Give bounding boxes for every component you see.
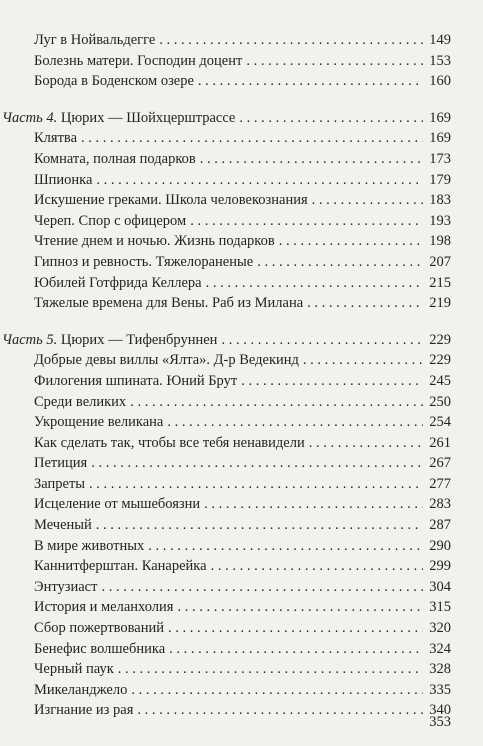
toc-entry-page: 328 bbox=[429, 661, 451, 678]
toc-entry-page: 207 bbox=[429, 253, 451, 270]
toc-leader-dots bbox=[96, 170, 423, 191]
toc-entry-title: Борода в Боденском озере bbox=[34, 73, 194, 90]
toc-leader-dots bbox=[131, 680, 423, 701]
toc-leader-dots bbox=[200, 149, 423, 170]
toc-entry bbox=[0, 515, 483, 536]
toc-entry bbox=[0, 149, 483, 170]
toc-leader-dots bbox=[309, 433, 423, 454]
toc-entry-page: 287 bbox=[429, 517, 451, 534]
toc-entry-page: 290 bbox=[429, 537, 451, 554]
toc-entry-page: 245 bbox=[429, 372, 451, 389]
toc-entry-title: Гипноз и ревность. Тяжелораненые bbox=[34, 253, 254, 270]
toc-entry-page: 254 bbox=[429, 414, 451, 431]
toc-entry bbox=[0, 170, 483, 191]
toc-entry-title: Петиция bbox=[34, 455, 88, 472]
toc-leader-dots bbox=[239, 108, 423, 129]
toc-leader-dots bbox=[168, 618, 423, 639]
toc-part-page: 229 bbox=[429, 331, 451, 348]
toc-entry-title: Микеланджело bbox=[34, 681, 128, 698]
toc-leader-dots bbox=[137, 700, 423, 721]
toc-leader-dots bbox=[169, 639, 423, 660]
toc-leader-dots bbox=[81, 128, 423, 149]
toc-entry-page: 229 bbox=[429, 352, 451, 369]
toc-entry bbox=[0, 597, 483, 618]
toc-entry bbox=[0, 680, 483, 701]
toc-entry-title: Искушение греками. Школа человекознания bbox=[34, 192, 308, 209]
toc-entry bbox=[0, 536, 483, 557]
toc-entry bbox=[0, 412, 483, 433]
toc-entry-title: Комната, полная подарков bbox=[34, 150, 196, 167]
toc-leader-dots bbox=[89, 474, 423, 495]
toc-entry bbox=[0, 659, 483, 680]
toc-entry-page: 179 bbox=[429, 171, 451, 188]
toc-entry-title: Исцеление от мышебоязни bbox=[34, 496, 201, 513]
toc-leader-dots bbox=[118, 659, 423, 680]
toc-part-page: 169 bbox=[429, 109, 451, 126]
toc-leader-dots bbox=[204, 494, 423, 515]
toc-entry-title: Шпионка bbox=[34, 171, 93, 188]
toc-entry-title: Укрощение великана bbox=[34, 414, 164, 431]
toc-entry-page: 250 bbox=[429, 393, 451, 410]
toc-entry-page: 324 bbox=[429, 640, 451, 657]
toc-entry-title: Сбор пожертвований bbox=[34, 620, 165, 637]
toc-leader-dots bbox=[221, 330, 423, 351]
toc-entry bbox=[0, 494, 483, 515]
toc-entry-page: 283 bbox=[429, 496, 451, 513]
toc-entry bbox=[0, 51, 483, 72]
toc-leader-dots bbox=[241, 371, 423, 392]
toc-part-heading bbox=[0, 330, 483, 351]
toc-entry-page: 153 bbox=[429, 52, 451, 69]
toc-part-prefix: Часть 4. bbox=[2, 109, 58, 126]
toc-entry-title: Добрые девы виллы «Ялта». Д-р Ведекинд bbox=[34, 352, 299, 369]
toc-entry-title: Чтение днем и ночью. Жизнь подарков bbox=[34, 233, 275, 250]
toc-entry-page: 169 bbox=[429, 130, 451, 147]
toc-entry bbox=[0, 433, 483, 454]
table-of-contents bbox=[0, 30, 483, 721]
toc-entry bbox=[0, 30, 483, 51]
section-gap bbox=[0, 92, 483, 108]
toc-entry-page: 267 bbox=[429, 455, 451, 472]
toc-entry bbox=[0, 392, 483, 413]
toc-leader-dots bbox=[211, 556, 423, 577]
toc-leader-dots bbox=[246, 51, 423, 72]
toc-leader-dots bbox=[177, 597, 423, 618]
toc-entry bbox=[0, 453, 483, 474]
toc-entry-title: Как сделать так, чтобы все тебя ненавидели bbox=[34, 434, 305, 451]
toc-entry-page: 160 bbox=[429, 73, 451, 90]
toc-entry-title: Бенефис волшебника bbox=[34, 640, 166, 657]
toc-entry bbox=[0, 252, 483, 273]
toc-leader-dots bbox=[167, 412, 423, 433]
toc-part-title-wrap bbox=[2, 330, 221, 351]
toc-leader-dots bbox=[206, 273, 423, 294]
toc-entry bbox=[0, 128, 483, 149]
toc-entry bbox=[0, 700, 483, 721]
page-number: 353 bbox=[429, 714, 451, 730]
toc-leader-dots bbox=[198, 71, 423, 92]
toc-leader-dots bbox=[190, 211, 423, 232]
toc-entry-title: Запреты bbox=[34, 475, 86, 492]
toc-entry-title: Луг в Нойвальдегге bbox=[34, 32, 156, 48]
toc-entry-title: Каннитферштан. Канарейка bbox=[34, 558, 207, 575]
toc-entry bbox=[0, 618, 483, 639]
toc-entry-title: Тяжелые времена для Вены. Раб из Милана bbox=[34, 295, 304, 312]
toc-entry bbox=[0, 190, 483, 211]
toc-entry-page: 261 bbox=[429, 434, 451, 451]
toc-entry-title: Череп. Спор с офицером bbox=[34, 212, 187, 229]
toc-entry bbox=[0, 231, 483, 252]
toc-entry bbox=[0, 71, 483, 92]
toc-part-prefix: Часть 5. bbox=[2, 331, 58, 348]
toc-entry-page: 320 bbox=[429, 620, 451, 637]
toc-entry-page: 335 bbox=[429, 681, 451, 698]
toc-entry-page: 183 bbox=[429, 192, 451, 209]
toc-entry bbox=[0, 639, 483, 660]
toc-entry-title: История и меланхолия bbox=[34, 599, 174, 616]
toc-entry-title: Изгнание из рая bbox=[34, 702, 134, 719]
toc-leader-dots bbox=[257, 252, 423, 273]
toc-entry bbox=[0, 273, 483, 294]
toc-entry-title: Черный паук bbox=[34, 661, 114, 678]
section-gap bbox=[0, 314, 483, 330]
toc-entry bbox=[0, 293, 483, 314]
toc-entry-page: 173 bbox=[429, 150, 451, 167]
toc-entry-page: 219 bbox=[429, 295, 451, 312]
toc-entry-title: Филогения шпината. Юний Брут bbox=[34, 372, 238, 389]
toc-entry-page: 193 bbox=[429, 212, 451, 229]
toc-part-title: Цюрих — Шойхцерштрассе bbox=[60, 109, 236, 126]
toc-leader-dots bbox=[148, 536, 423, 557]
toc-entry bbox=[0, 577, 483, 598]
toc-leader-dots bbox=[96, 515, 423, 536]
toc-entry-title: Среди великих bbox=[34, 393, 127, 410]
toc-entry-title: Болезнь матери. Господин доцент bbox=[34, 52, 243, 69]
toc-entry bbox=[0, 474, 483, 495]
toc-entry-title: Клятва bbox=[34, 130, 78, 147]
toc-leader-dots bbox=[159, 30, 423, 51]
toc-entry bbox=[0, 371, 483, 392]
toc-part-title-wrap bbox=[2, 108, 239, 129]
toc-leader-dots bbox=[130, 392, 423, 413]
toc-entry-title: Энтузиаст bbox=[34, 578, 98, 595]
toc-entry-title: В мире животных bbox=[34, 537, 145, 554]
toc-entry-page: 198 bbox=[429, 233, 451, 250]
toc-entry-page: 299 bbox=[429, 558, 451, 575]
toc-leader-dots bbox=[312, 190, 423, 211]
toc-leader-dots bbox=[91, 453, 423, 474]
toc-entry-page: 277 bbox=[429, 475, 451, 492]
toc-entry bbox=[0, 556, 483, 577]
toc-entry bbox=[0, 211, 483, 232]
toc-entry-page: 315 bbox=[429, 599, 451, 616]
toc-entry-page: 215 bbox=[429, 274, 451, 291]
toc-part-title: Цюрих — Тифенбруннен bbox=[60, 331, 218, 348]
toc-leader-dots bbox=[101, 577, 423, 598]
toc-entry-page: 340 bbox=[429, 702, 451, 719]
toc-entry-page: 149 bbox=[429, 32, 451, 48]
toc-leader-dots bbox=[307, 293, 423, 314]
toc-part-heading bbox=[0, 108, 483, 129]
toc-entry-page: 304 bbox=[429, 578, 451, 595]
toc-entry bbox=[0, 350, 483, 371]
toc-leader-dots bbox=[279, 231, 423, 252]
toc-leader-dots bbox=[303, 350, 423, 371]
toc-entry-title: Меченый bbox=[34, 517, 92, 534]
toc-entry-title: Юбилей Готфрида Келлера bbox=[34, 274, 202, 291]
